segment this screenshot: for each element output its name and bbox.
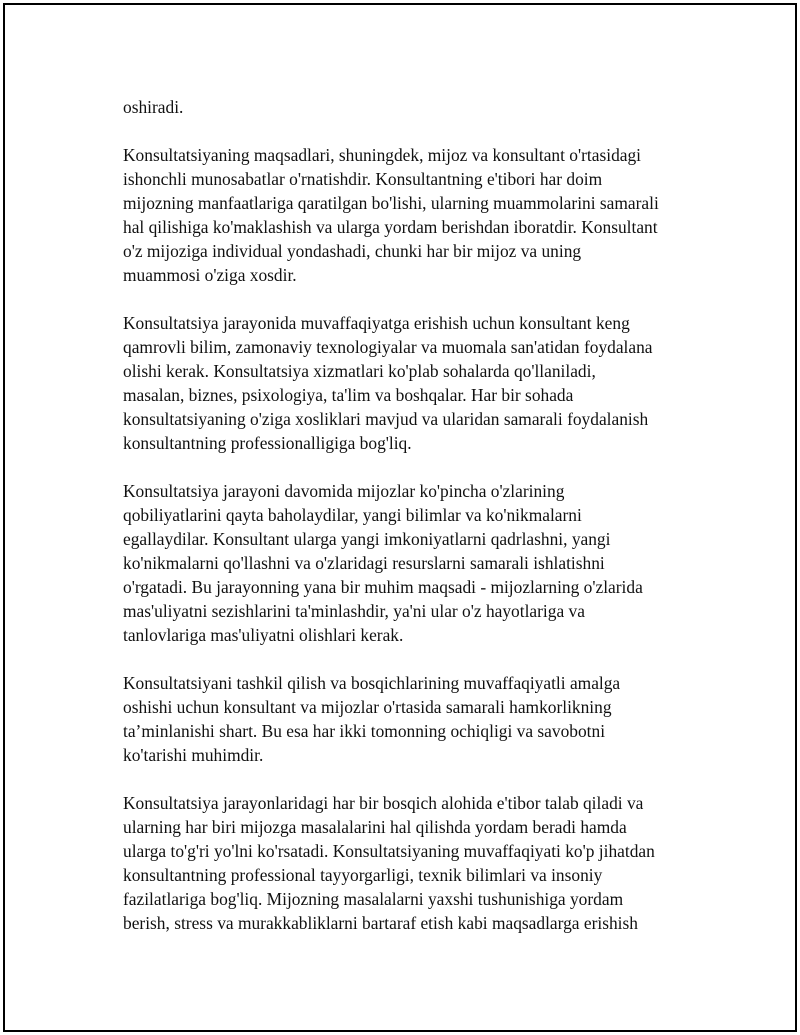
text-line: Konsultatsiya jarayonlaridagi har bir bosqich alohida e'tibor talab qiladi va — [123, 793, 644, 813]
text-line: Konsultatsiyaning maqsadlari, shuningdek, mijoz va konsultant o'rtasidagi — [123, 145, 642, 165]
paragraph-2 — [123, 143, 703, 287]
text-line: qamrovli bilim, zamonaviy texnologiyalar va muomala san'atidan foydalana — [123, 337, 653, 357]
text-line: oshishi uchun konsultant va mijozlar o'rtasida samarali hamkorlikning — [123, 697, 612, 717]
text-line: ko'nikmalarni qo'llashni va o'zlaridagi resurslarni samarali ishlatishni — [123, 553, 605, 573]
text-line: olishi kerak. Konsultatsiya xizmatlari ko'plab sohalarda qo'llaniladi, — [123, 361, 596, 381]
text-line: konsultantning professionalligiga bog'liq. — [123, 433, 412, 453]
text-line: mas'uliyatni sezishlarini ta'minlashdir, ya'ni ular o'z hayotlariga va — [123, 601, 585, 621]
text-line: ishonchli munosabatlar o'rnatishdir. Konsultantning e'tibori har doim — [123, 169, 603, 189]
text-line: muammosi o'ziga xosdir. — [123, 265, 297, 285]
text-line: Konsultatsiya jarayoni davomida mijozlar ko'pincha o'zlarining — [123, 481, 565, 501]
text-line: hal qilishiga ko'maklashish va ularga yordam berishdan iboratdir. Konsultant — [123, 217, 658, 237]
text-line: masalan, biznes, psixologiya, ta'lim va boshqalar. Har bir sohada — [123, 385, 574, 405]
text-line: berish, stress va murakkabliklarni bartaraf etish kabi maqsadlarga erishish — [123, 913, 638, 933]
paragraph-3 — [123, 311, 703, 455]
text-line: Konsultatsiyani tashkil qilish va bosqichlarining muvaffaqiyatli amalga — [123, 673, 621, 693]
text-line: konsultatsiyaning o'ziga xosliklari mavjud va ularidan samarali foydalanish — [123, 409, 649, 429]
text-line: konsultantning professional tayyorgarligi, texnik bilimlari va insoniy — [123, 865, 603, 885]
text-line: o'rgatadi. Bu jarayonning yana bir muhim maqsadi - mijozlarning o'zlarida — [123, 577, 643, 597]
text-line: mijozning manfaatlariga qaratilgan bo'lishi, ularning muammolarini samarali — [123, 193, 659, 213]
text-line: tanlovlariga mas'uliyatni olishlari kerak. — [123, 625, 404, 645]
paragraph-4 — [123, 479, 703, 647]
text-line: egallaydilar. Konsultant ularga yangi imkoniyatlarni qadrlashni, yangi — [123, 529, 611, 549]
paragraph-6 — [123, 791, 703, 935]
paragraph-1 — [123, 95, 703, 119]
text-line: o'z mijoziga individual yondashadi, chunki har bir mijoz va uning — [123, 241, 582, 261]
text-line: Konsultatsiya jarayonida muvaffaqiyatga erishish uchun konsultant keng — [123, 313, 630, 333]
page-frame — [3, 3, 797, 1032]
text-line: qobiliyatlarini qayta baholaydilar, yangi bilimlar va ko'nikmalarni — [123, 505, 582, 525]
paragraph-5 — [123, 671, 703, 767]
text-line: oshiradi. — [123, 97, 184, 117]
text-line: fazilatlariga bog'liq. Mijozning masalalarni yaxshi tushunishiga yordam — [123, 889, 624, 909]
text-line: ta’minlanishi shart. Bu esa har ikki tomonning ochiqligi va savobotni — [123, 721, 606, 741]
text-line: ko'tarishi muhimdir. — [123, 745, 264, 765]
document-body — [123, 95, 703, 959]
text-line: ularning har biri mijozga masalalarini hal qilishda yordam beradi hamda — [123, 817, 627, 837]
text-line: ularga to'g'ri yo'lni ko'rsatadi. Konsultatsiyaning muvaffaqiyati ko'p jihatdan — [123, 841, 655, 861]
